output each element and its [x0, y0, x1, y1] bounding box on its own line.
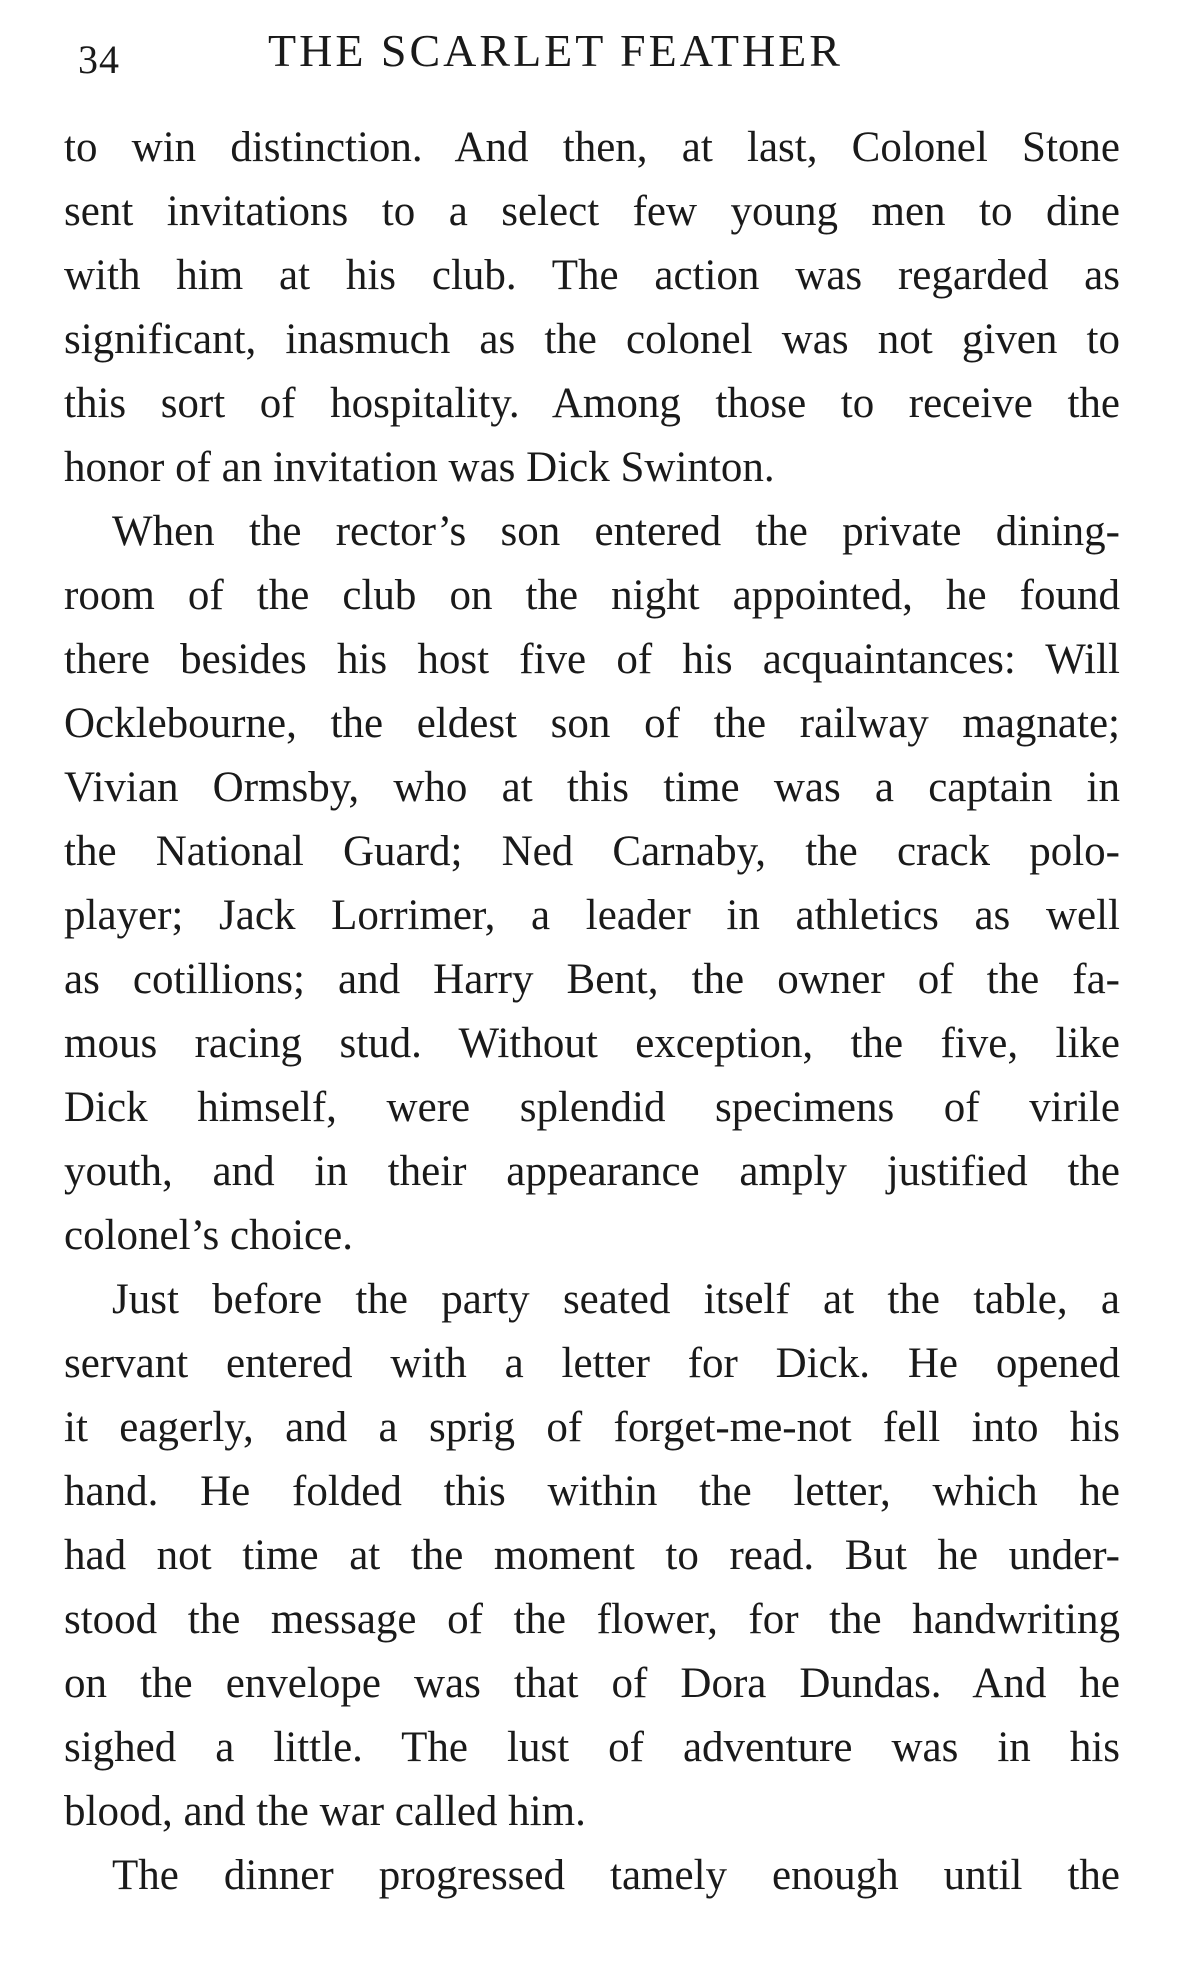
text-line: servant entered with a letter for Dick. He opened: [64, 1340, 1120, 1387]
text-line: on the envelope was that of Dora Dundas. And he: [64, 1660, 1120, 1707]
text-line: honor of an invitation was Dick Swinton.: [64, 444, 775, 491]
paragraph: [64, 1268, 1120, 1844]
text-line: Ocklebourne, the eldest son of the railway magnate;: [64, 700, 1120, 747]
text-line: to win distinction. And then, at last, Colonel Stone: [64, 124, 1120, 171]
paragraph: [64, 1844, 1120, 1908]
text-line: hand. He folded this within the letter, which he: [64, 1468, 1120, 1515]
text-line: Dick himself, were splendid specimens of virile: [64, 1084, 1120, 1131]
paragraph: [64, 500, 1120, 1268]
text-line: When the rector’s son entered the private dining-: [112, 508, 1120, 555]
text-line: there besides his host five of his acquaintances: Will: [64, 636, 1120, 683]
text-line: youth, and in their appearance amply justified the: [64, 1148, 1120, 1195]
text-line: Just before the party seated itself at the table, a: [112, 1276, 1120, 1323]
text-line: stood the message of the flower, for the handwriting: [64, 1596, 1120, 1643]
page-number: 34: [78, 37, 120, 82]
text-line: room of the club on the night appointed, he found: [64, 572, 1120, 619]
text-line: as cotillions; and Harry Bent, the owner of the fa-: [64, 956, 1120, 1003]
running-title: THE SCARLET FEATHER: [268, 25, 843, 76]
text-line: had not time at the moment to read. But he under-: [64, 1532, 1120, 1579]
text-line: colonel’s choice.: [64, 1212, 353, 1259]
text-line: Vivian Ormsby, who at this time was a captain in: [64, 764, 1120, 811]
body-text: [64, 116, 1120, 1908]
text-line: with him at his club. The action was regarded as: [64, 252, 1120, 299]
text-line: sighed a little. The lust of adventure was in his: [64, 1724, 1120, 1771]
text-line: The dinner progressed tamely enough until the: [112, 1852, 1120, 1899]
text-line: mous racing stud. Without exception, the five, like: [64, 1020, 1120, 1067]
text-line: blood, and the war called him.: [64, 1788, 586, 1835]
text-line: this sort of hospitality. Among those to receive the: [64, 380, 1120, 427]
text-line: the National Guard; Ned Carnaby, the crack polo-: [64, 828, 1120, 875]
running-head: [72, 22, 1112, 82]
text-line: player; Jack Lorrimer, a leader in athletics as well: [64, 892, 1120, 939]
text-line: sent invitations to a select few young men to dine: [64, 188, 1120, 235]
paragraph: [64, 116, 1120, 500]
text-line: it eagerly, and a sprig of forget-me-not fell into his: [64, 1404, 1120, 1451]
text-line: significant, inasmuch as the colonel was not given to: [64, 316, 1120, 363]
